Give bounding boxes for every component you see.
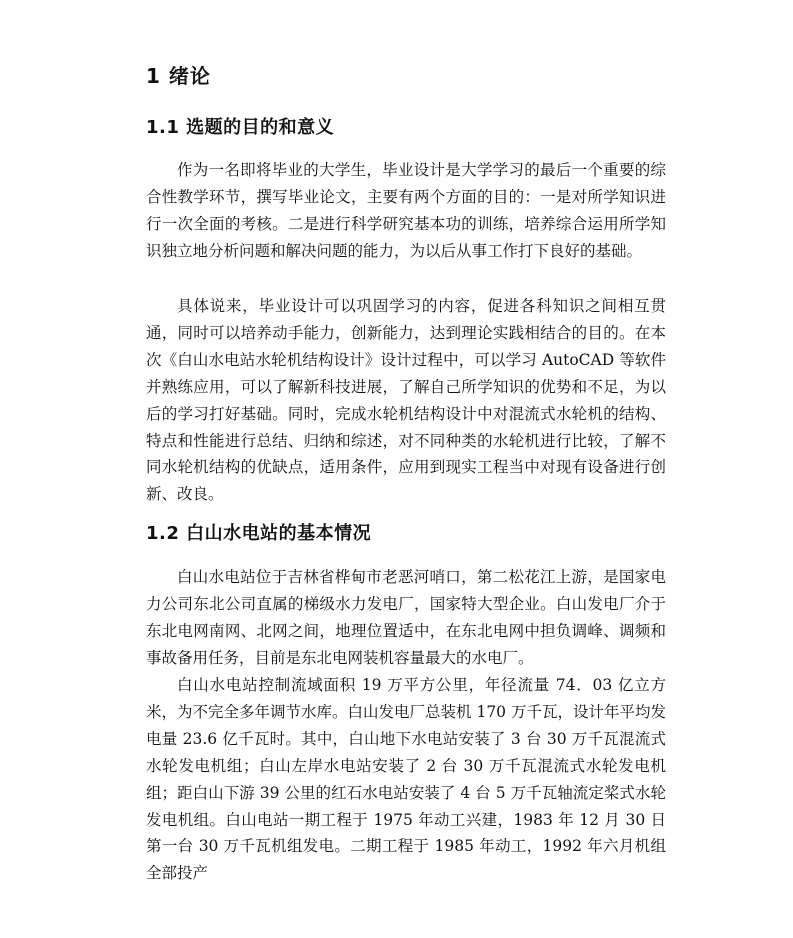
section-title-purpose: 1.1 选题的目的和意义: [146, 117, 335, 138]
paragraph: 具体说来，毕业设计可以巩固学习的内容，促进各科知识之间相互贯通，同时可以培养动手能力，创新能力，达到理论实践相结合的目的。在本次《白山水电站水轮机结构设计》设计过程中，可以学习 AutoCAD 等软件并熟练应用，可以了解新科技进展，了解自己所学知识的优势和不足，为以后的学习打好基础。同时，完成水轮机结构设计中对混流式水轮机的结构、特点和性能进行总结、归纳和综述，对不同种类的水轮机进行比较，了解不同水轮机结构的优缺点，适用条件，应用到现实工程当中对现有设备进行创新、改良。: [146, 297, 666, 504]
paragraph: 白山水电站控制流域面积 19 万平方公里，年径流量 74．03 亿立方米，为不完全多年调节水库。白山发电厂总装机 170 万千瓦，设计年平均发电量 23.6 亿千瓦时。其中，白山地下水电站安装了 3 台 30 万千瓦混流式水轮发电机组；白山左岸水电站安装了 2 台 30 万千瓦混流式水轮发电机组；距白山下游 39 公里的红石水电站安装了 4 台 5 万千瓦轴流定桨式水轮发电机组。白山电站一期工程于 1975 年动工兴建，1983 年 12 月 30 日第一台 30 万千瓦机组发电。二期工程于 1985 年动工，1992 年六月机组全部投产: [146, 676, 666, 883]
section-title-baishan-overview: 1.2 白山水电站的基本情况: [146, 523, 372, 544]
paragraph: 作为一名即将毕业的大学生，毕业设计是大学学习的最后一个重要的综合性教学环节，撰写毕业论文，主要有两个方面的目的：一是对所学知识进行一次全面的考核。二是进行科学研究基本功的训练，培养综合运用所学知识独立地分析问题和解决问题的能力，为以后从事工作打下良好的基础。: [146, 161, 666, 260]
chapter-title: 1 绪论: [146, 64, 211, 88]
paragraph: 白山水电站位于吉林省桦甸市老恶河哨口，第二松花江上游，是国家电力公司东北公司直属的梯级水力发电厂，国家特大型企业。白山发电厂介于东北电网南网、北网之间，地理位置适中，在东北电网中担负调峰、调频和事故备用任务，目前是东北电网装机容量最大的水电厂。: [146, 568, 666, 667]
